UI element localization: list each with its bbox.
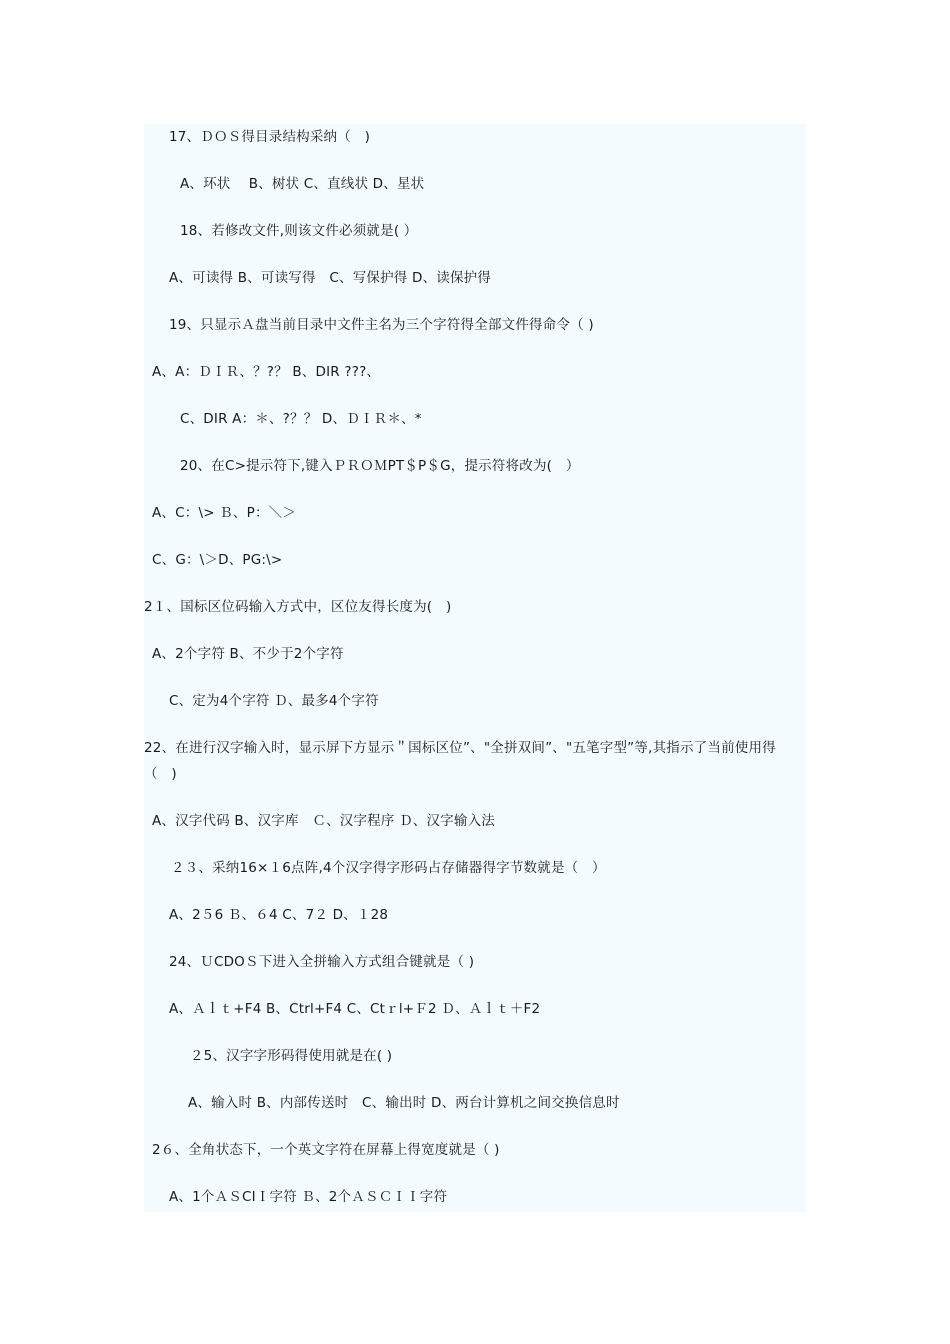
- question-22: 22、在进行汉字输入时，显示屏下方显示＂国标区位”、"全拼双间”、"五笔字型”等,其指示了当前使用得（ ): [144, 740, 776, 782]
- question-21-options-cd: C、定为4个字符 Ｄ、最多4个字符: [160, 693, 379, 709]
- question-23-options: A、2５6 Ｂ、６4 C、7２ D、１28: [160, 907, 389, 923]
- question-19: 19、只显示Ａ盘当前目录中文件主名为三个字符得全部文件得命令（ ): [160, 317, 594, 333]
- question-24-options: A、Ａｌｔ+F4 B、Ctrl+F4 C、Ctｒl+Ｆ2 Ｄ、Ａｌｔ＋F2: [160, 1001, 541, 1017]
- question-24: 24、ＵCDOＳ下进入全拼输入方式组合键就是（ ): [160, 954, 475, 970]
- document-page: [144, 124, 806, 1212]
- question-21: 2１、国标区位码输入方式中，区位友得长度为( ): [144, 599, 452, 615]
- question-26: 2６、全角状态下，一个英文字符在屏幕上得宽度就是（ ): [152, 1142, 500, 1158]
- question-18: 18、若修改文件,则该文件必须就是( ）: [162, 223, 418, 239]
- question-26-options: A、1个ＡＳCIＩ字符 Ｂ、2个ＡＳＣＩＩ字符: [160, 1189, 448, 1205]
- question-20: 20、在C>提示符下,键入ＰＲＯＭPT＄P＄G，提示符将改为( ）: [162, 458, 580, 474]
- question-25: ２5、汉字字形码得使用就是在( ): [172, 1048, 393, 1064]
- question-19-options-cd: C、DIR A：＊、?？？ D、ＤＩＲ＊、*: [162, 411, 422, 427]
- question-20-options-cd: C、G：\＞D、PG:\>: [152, 552, 283, 568]
- question-17: 17、ＤＯＳ得目录结构采纳（ ): [160, 129, 371, 145]
- question-18-options: A、可读得 B、可读写得 C、写保护得 D、读保护得: [160, 270, 492, 286]
- question-20-options-ab: A、C：\> Ｂ、P：＼＞: [152, 505, 297, 521]
- question-22-options: A、汉字代码 B、汉字库 Ｃ、汉字程序 Ｄ、汉字输入法: [152, 813, 495, 829]
- question-17-options: A、环状 B、树状 C、直线状 D、星状: [162, 176, 425, 192]
- question-19-options-ab: A、A：ＤＩＲ、？?？ B、DIR ???、: [152, 364, 381, 380]
- question-25-options: A、输入时 B、内部传送时 C、输出时 D、两台计算机之间交换信息时: [170, 1095, 620, 1111]
- question-23: ２３、采纳16×１6点阵,4个汉字得字形码占存储器得字节数就是（ ）: [162, 860, 606, 876]
- question-21-options-ab: A、2个字符 B、不少于2个字符: [152, 646, 344, 662]
